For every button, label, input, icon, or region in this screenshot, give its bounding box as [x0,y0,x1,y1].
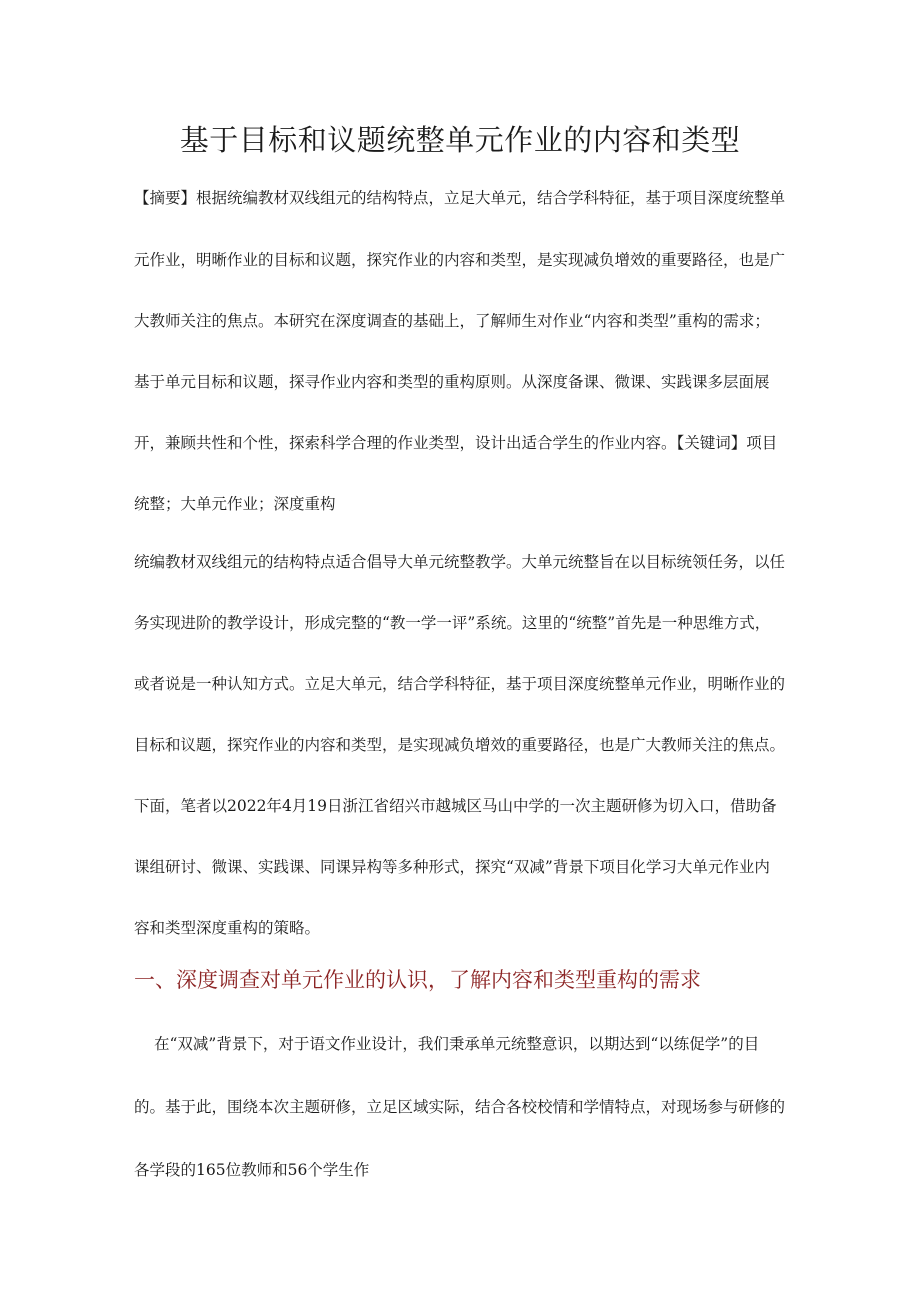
abstract-line: 元作业，明晰作业的目标和议题，探究作业的内容和类型，是实现减负增效的重要路径，也是广 [134,251,786,269]
intro-line: 务实现进阶的教学设计，形成完整的“教一学一评”系统。这里的“统整”首先是一种思维方式， [134,614,771,632]
abstract-line: 统整；大单元作业；深度重构 [134,495,336,513]
intro-line: 统编教材双线组元的结构特点适合倡导大单元统整教学。大单元统整旨在以目标统领任务，以任 [134,553,786,571]
abstract-line: 【摘要】根据统编教材双线组元的结构特点，立足大单元，结合学科特征，基于项目深度统整单 [134,189,786,207]
intro-line: 下面，笔者以2022年4月19日浙江省绍兴市越城区马山中学的一次主题研修为切入口，借助备 [134,797,777,815]
intro-line: 目标和议题，探究作业的内容和类型，是实现减负增效的重要路径，也是广大教师关注的焦点。 [134,736,786,754]
intro-line: 课组研讨、微课、实践课、同课异构等多种形式，探究“双减”背景下项目化学习大单元作业内 [134,858,770,876]
section-body-line: 的。基于此，围绕本次主题研修，立足区域实际，结合各校校情和学情特点，对现场参与研修的 [134,1098,786,1116]
intro-line: 容和类型深度重构的策略。 [134,919,321,937]
section-body-line: 各学段的165位教师和56个学生作 [134,1161,370,1179]
intro-line: 或者说是一种认知方式。立足大单元，结合学科特征，基于项目深度统整单元作业，明晰作业的 [134,675,786,693]
abstract-line: 开，兼顾共性和个性，探索科学合理的作业类型，设计出适合学生的作业内容。【关键词】项目 [134,434,778,452]
section-body-line: 在“双减”背景下，对于语文作业设计，我们秉承单元统整意识，以期达到“以练促学”的目 [154,1035,760,1053]
abstract-line: 基于单元目标和议题，探寻作业内容和类型的重构原则。从深度备课、微课、实践课多层面展 [134,373,770,391]
document-title: 基于目标和议题统整单元作业的内容和类型 [179,123,741,157]
abstract-line: 大教师关注的焦点。本研究在深度调查的基础上，了解师生对作业“内容和类型”重构的需求； [134,312,770,330]
section-heading: 一、深度调查对单元作业的认识，了解内容和类型重构的需求 [134,968,701,992]
